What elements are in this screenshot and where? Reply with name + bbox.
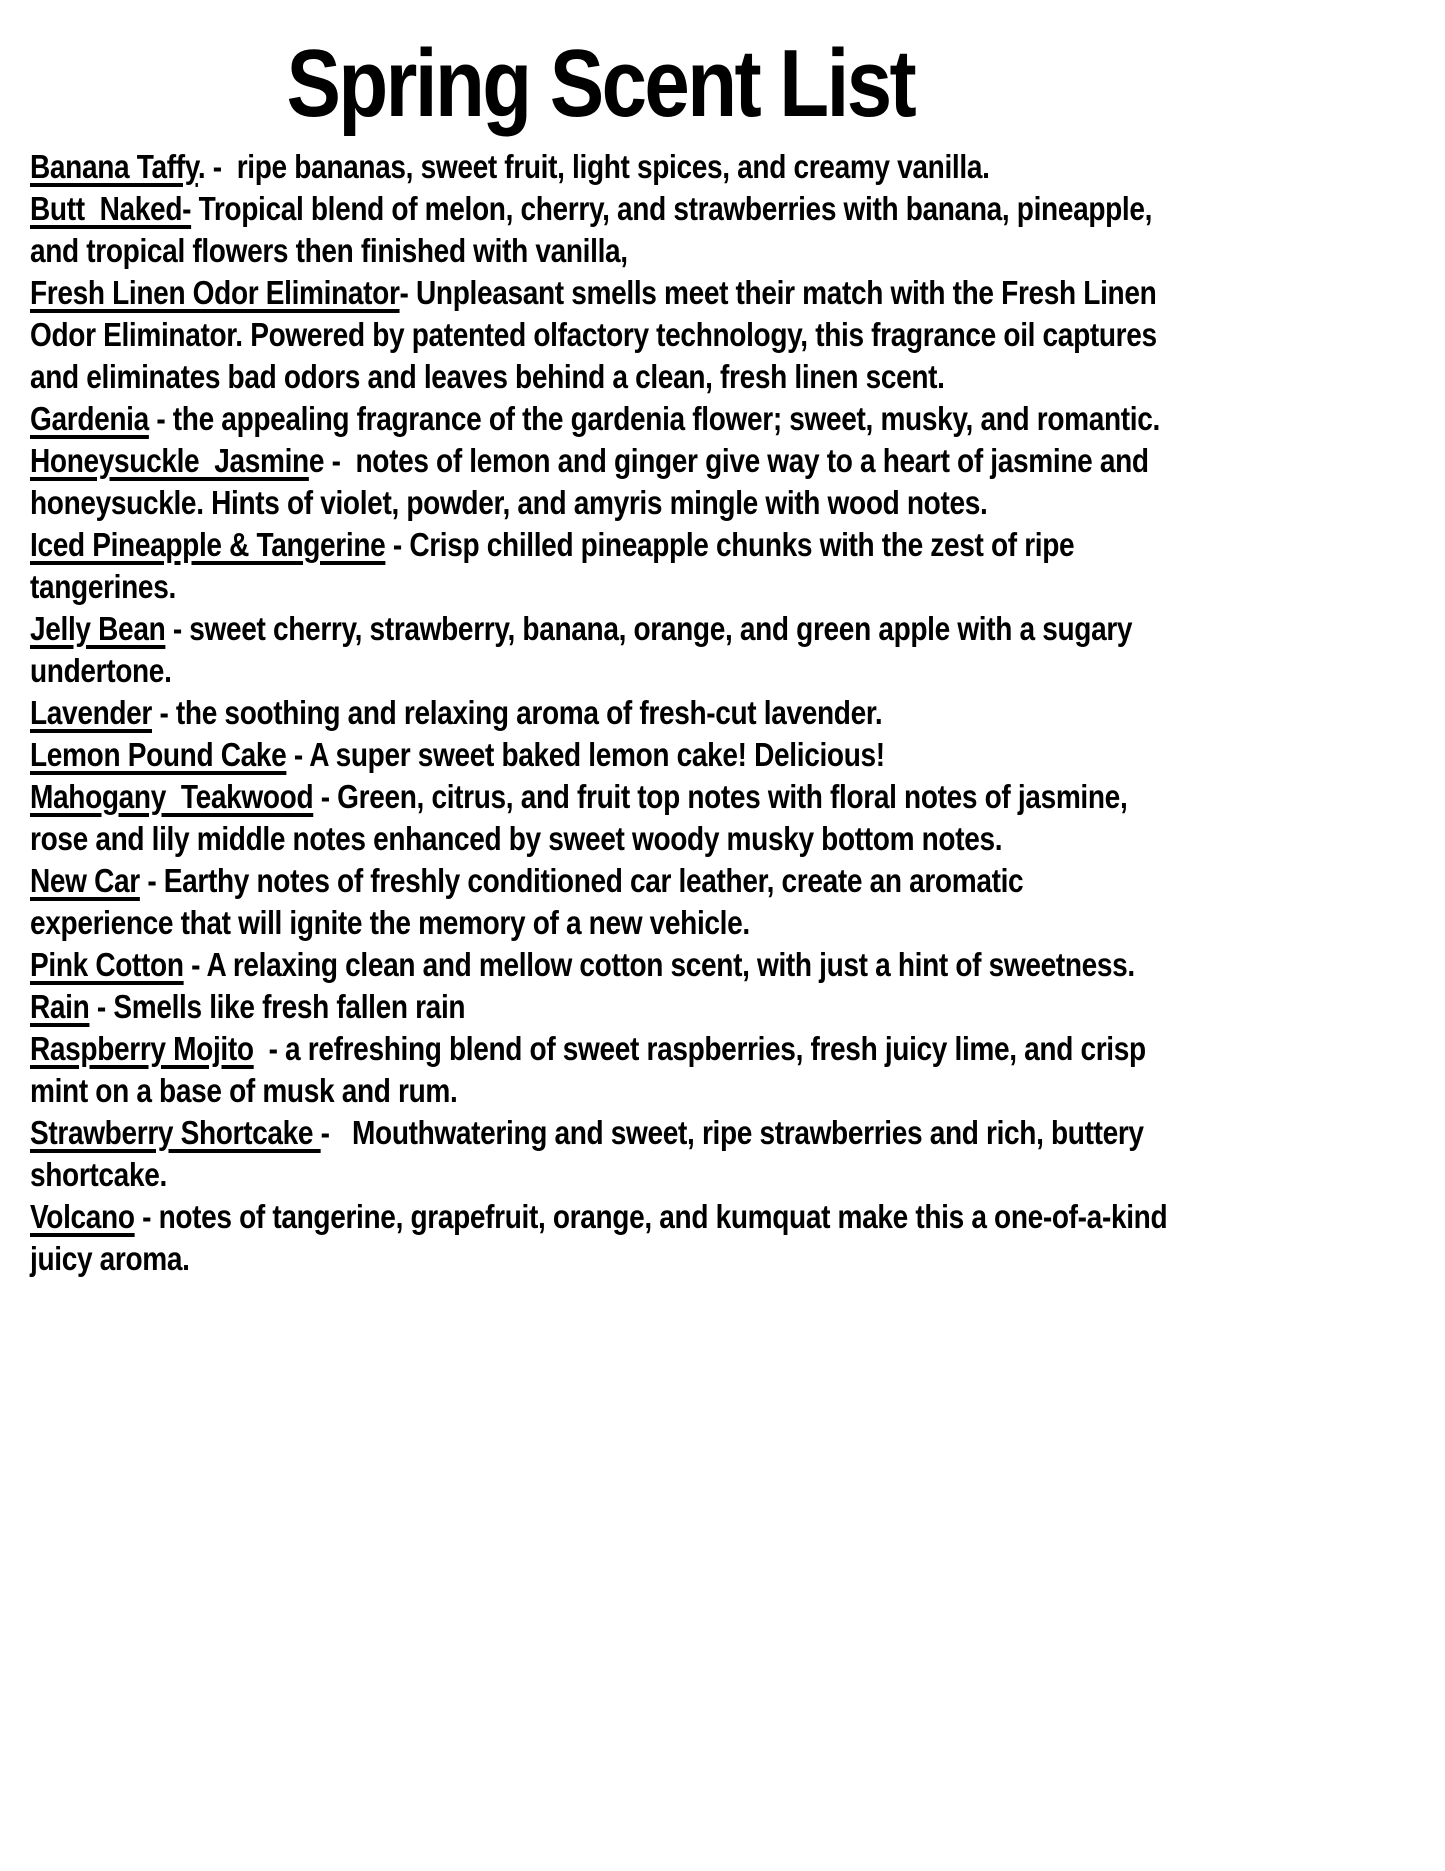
scent-description: notes of tangerine, grapefruit, orange, and kumquat make this a one-of-a-kind juicy aroma. bbox=[30, 1197, 1175, 1277]
content-column bbox=[30, 30, 1175, 1280]
scent-separator: - bbox=[148, 399, 173, 437]
scent-name: Mahogany Teakwood bbox=[30, 777, 314, 815]
scent-separator: - bbox=[385, 525, 410, 563]
scent-description: ripe bananas, sweet fruit, light spices, and creamy vanilla. bbox=[236, 147, 990, 185]
scent-separator: - bbox=[286, 735, 310, 773]
scent-description: Unpleasant smells meet their match with the Fresh Linen Odor Eliminator. Powered by patented olfactory technology, this fragrance oil captures and eliminates bad odors and leaves behind a clean, fresh linen scent. bbox=[30, 273, 1165, 395]
scent-separator: . - bbox=[197, 147, 237, 185]
scent-name: Gardenia bbox=[30, 399, 149, 437]
scent-name: Lavender bbox=[30, 693, 153, 731]
scent-separator: - bbox=[253, 1029, 286, 1067]
scent-separator: - bbox=[183, 945, 207, 983]
scent-name: Rain bbox=[30, 987, 90, 1025]
scent-separator: - bbox=[165, 609, 190, 647]
scent-description: Green, citrus, and fruit top notes with floral notes of jasmine, rose and lily middle notes enhanced by sweet woody musky bottom notes. bbox=[30, 777, 1135, 857]
scent-entry bbox=[30, 146, 1171, 188]
scent-separator: - bbox=[313, 777, 338, 815]
scent-separator: - bbox=[324, 441, 356, 479]
scent-separator: - bbox=[139, 861, 164, 899]
scent-name-tail: e bbox=[308, 441, 325, 479]
scent-entry bbox=[30, 1196, 1175, 1280]
scent-name: Strawberry Shortcake bbox=[30, 1113, 321, 1151]
scent-description: A relaxing clean and mellow cotton scent, with just a hint of sweetness. bbox=[206, 945, 1135, 983]
scent-description: sweet cherry, strawberry, banana, orange, and green apple with a sugary undertone. bbox=[30, 609, 1140, 689]
scent-list bbox=[30, 146, 1175, 1280]
scent-description: Earthy notes of freshly conditioned car leather, create an aromatic experience that will ignite the memory of a new vehicle. bbox=[30, 861, 1031, 941]
scent-name: Banana Taffy bbox=[30, 147, 198, 185]
scent-name: Pink Cotton bbox=[30, 945, 184, 983]
scent-separator: - bbox=[320, 1113, 353, 1151]
scent-separator: - bbox=[152, 693, 176, 731]
scent-description: the soothing and relaxing aroma of fresh-cut lavender. bbox=[175, 693, 883, 731]
scent-entry bbox=[30, 986, 1171, 1028]
scent-entry bbox=[30, 188, 1171, 272]
scent-entry bbox=[30, 860, 1171, 944]
scent-description: Tropical blend of melon, cherry, and strawberries with banana, pineapple, and tropical flowers then finished with vanilla, bbox=[30, 189, 1160, 269]
scent-entry bbox=[30, 692, 1171, 734]
scent-name: New Car bbox=[30, 861, 140, 899]
scent-description: Smells like fresh fallen rain bbox=[113, 987, 466, 1025]
scent-description: notes of lemon and ginger give way to a heart of jasmine and honeysuckle. Hints of violet, powder, and amyris mingle with wood notes. bbox=[30, 441, 1157, 521]
scent-name: Lemon Pound Cake bbox=[30, 735, 287, 773]
scent-separator: - bbox=[89, 987, 114, 1025]
scent-description: Crisp chilled pineapple chunks with the zest of ripe tangerines. bbox=[30, 525, 1082, 605]
scent-entry bbox=[30, 440, 1171, 524]
scent-entry bbox=[30, 776, 1171, 860]
scent-entry bbox=[30, 1112, 1171, 1196]
scent-name: Butt Naked- bbox=[30, 189, 192, 227]
scent-entry bbox=[30, 272, 1171, 398]
scent-entry bbox=[30, 734, 1171, 776]
scent-separator: - bbox=[399, 273, 416, 311]
page-title: Spring Scent List bbox=[286, 30, 915, 137]
scent-name: Iced Pineapple & Tangerine bbox=[30, 525, 386, 563]
scent-description: Mouthwatering and sweet, ripe strawberries and rich, buttery shortcake. bbox=[30, 1113, 1152, 1193]
scent-entry bbox=[30, 608, 1171, 692]
scent-description: A super sweet baked lemon cake! Delicious! bbox=[309, 735, 885, 773]
scent-entry bbox=[30, 524, 1171, 608]
scent-entry bbox=[30, 398, 1171, 440]
scent-name: Volcano bbox=[30, 1197, 135, 1235]
scent-entry bbox=[30, 944, 1171, 986]
scent-description: the appealing fragrance of the gardenia flower; sweet, musky, and romantic. bbox=[172, 399, 1160, 437]
scent-separator: - bbox=[134, 1197, 159, 1235]
scent-name: Raspberry Mojito bbox=[30, 1029, 254, 1067]
scent-entry bbox=[30, 1028, 1171, 1112]
scent-name: Jelly Bean bbox=[30, 609, 166, 647]
scent-description: a refreshing blend of sweet raspberries, fresh juicy lime, and crisp mint on a base of musk and rum. bbox=[30, 1029, 1154, 1109]
scent-name: Honeysuckle Jasmin bbox=[30, 441, 309, 479]
scent-name: Fresh Linen Odor Eliminator bbox=[30, 273, 400, 311]
